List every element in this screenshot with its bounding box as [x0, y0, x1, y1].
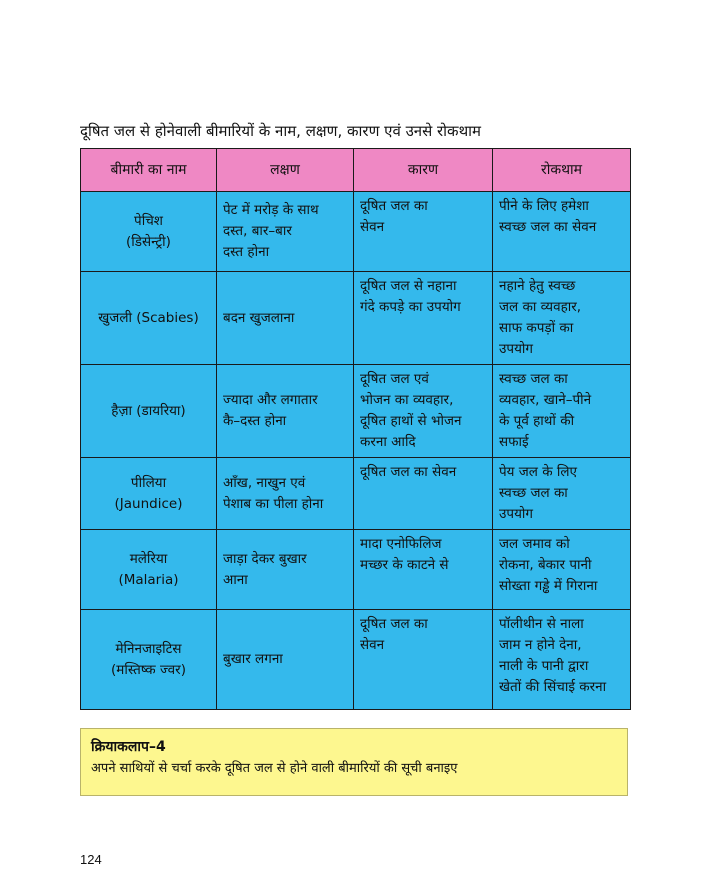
cell-line: आँख, नाखुन एवं [223, 474, 306, 491]
cell-line: मच्छर के काटने से [360, 557, 449, 573]
cell-line: बदन खुजलाना [223, 309, 295, 326]
cell-line: ज्यादा और लगातार [223, 392, 318, 408]
cell-line: सेवन [360, 219, 385, 235]
cell-line: दूषित जल का [360, 616, 428, 632]
cell-cause [354, 192, 493, 272]
cell-line: पीलिया [130, 474, 167, 491]
cell-disease-name [81, 365, 217, 458]
table-row [81, 530, 631, 610]
cell-line: उपयोग [499, 506, 533, 522]
cell-line: (डिसेन्ट्री) [126, 233, 171, 250]
cell-line: रोकना, बेकार पानी [499, 557, 592, 573]
cell-line: जाड़ा देकर बुखार [223, 550, 307, 567]
cell-line: हैज़ा (डायरिया) [111, 402, 186, 419]
cell-line: मादा एनोफिलिज [360, 536, 442, 552]
cell-cause [354, 272, 493, 365]
cell-line: आना [223, 571, 248, 588]
cell-line: नाली के पानी द्वारा [499, 658, 589, 674]
cell-line: सोख्ता गड्ढे में गिराना [499, 578, 598, 594]
cell-line: पेशाब का पीला होना [223, 495, 324, 512]
cell-disease-name [81, 610, 217, 710]
activity-title: क्रियाकलाप–4 [91, 739, 166, 755]
table-row [81, 192, 631, 272]
cell-line: मलेरिया [129, 550, 168, 567]
cell-symptom [217, 272, 354, 365]
cell-line: भोजन का व्यवहार, [360, 392, 454, 408]
cell-line: दूषित हाथों से भोजन [360, 413, 462, 429]
cell-line: व्यवहार, खाने–पीने [499, 392, 592, 408]
cell-symptom [217, 610, 354, 710]
table-heading: दूषित जल से होनेवाली बीमारियों के नाम, लक्षण, कारण एवं उनसे रोकथाम [80, 122, 482, 140]
cell-line: उपयोग [499, 341, 533, 357]
header-prevention: रोकथाम [493, 149, 631, 192]
cell-line: गंदे कपड़े का उपयोग [360, 299, 461, 315]
cell-line: (Malaria) [118, 571, 179, 588]
cell-disease-name [81, 192, 217, 272]
header-symptom: लक्षण [217, 149, 354, 192]
cell-line: पेचिश [134, 212, 163, 229]
cell-prevention [493, 192, 631, 272]
cell-symptom [217, 365, 354, 458]
cell-line: पेट में मरोड़ के साथ [223, 202, 319, 218]
cell-line: दूषित जल एवं [360, 371, 429, 387]
cell-line: पीने के लिए हमेशा [499, 198, 589, 214]
table-row [81, 458, 631, 530]
cell-disease-name [81, 272, 217, 365]
cell-disease-name [81, 458, 217, 530]
cell-line: (मस्तिष्क ज्वर) [111, 661, 186, 678]
cell-prevention [493, 610, 631, 710]
cell-prevention [493, 458, 631, 530]
cell-line: मेनिनजाइटिस [115, 640, 182, 657]
cell-prevention [493, 365, 631, 458]
diseases-table [80, 148, 631, 710]
cell-line: सेवन [360, 637, 385, 653]
cell-line: सफाई [499, 434, 529, 450]
cell-prevention [493, 272, 631, 365]
cell-prevention [493, 530, 631, 610]
cell-line: दूषित जल का [360, 198, 428, 214]
activity-box [80, 728, 628, 796]
table-header-row [81, 149, 631, 192]
cell-line: साफ कपड़ों का [499, 320, 574, 336]
cell-line: नहाने हेतु स्वच्छ [499, 278, 576, 294]
cell-line: दस्त होना [223, 244, 270, 260]
cell-line: करना आदि [360, 434, 416, 450]
cell-symptom [217, 458, 354, 530]
cell-line: कै–दस्त होना [223, 413, 287, 429]
header-cause: कारण [354, 149, 493, 192]
cell-line: स्वच्छ जल का [499, 485, 568, 501]
cell-line: (Jaundice) [114, 495, 183, 512]
cell-line: जल जमाव को [499, 536, 570, 552]
cell-line: दूषित जल का सेवन [360, 464, 457, 480]
table-row [81, 272, 631, 365]
cell-line: स्वच्छ जल का [499, 371, 568, 387]
cell-line: बुखार लगना [223, 651, 283, 667]
table-row [81, 365, 631, 458]
cell-line: जाम न होने देना, [499, 637, 582, 653]
cell-disease-name [81, 530, 217, 610]
cell-symptom [217, 192, 354, 272]
cell-line: दूषित जल से नहाना [360, 278, 457, 294]
header-disease-name: बीमारी का नाम [81, 149, 217, 192]
table-body [81, 192, 631, 710]
cell-line: खुजली (Scabies) [98, 309, 199, 326]
cell-line: स्वच्छ जल का सेवन [499, 219, 597, 235]
cell-line: के पूर्व हाथों की [499, 413, 575, 429]
page-number: 124 [80, 852, 102, 867]
activity-text: अपने साथियों से चर्चा करके दूषित जल से होने वाली बीमारियों की सूची बनाइए [91, 761, 458, 776]
cell-line: पेय जल के लिए [499, 464, 578, 480]
cell-cause [354, 610, 493, 710]
cell-cause [354, 365, 493, 458]
cell-line: जल का व्यवहार, [499, 299, 582, 315]
cell-line: दस्त, बार–बार [223, 223, 292, 239]
cell-line: खेतों की सिंचाई करना [499, 679, 607, 695]
cell-line: पॉलीथीन से नाला [499, 616, 584, 632]
cell-cause [354, 458, 493, 530]
cell-symptom [217, 530, 354, 610]
table-row [81, 610, 631, 710]
cell-cause [354, 530, 493, 610]
